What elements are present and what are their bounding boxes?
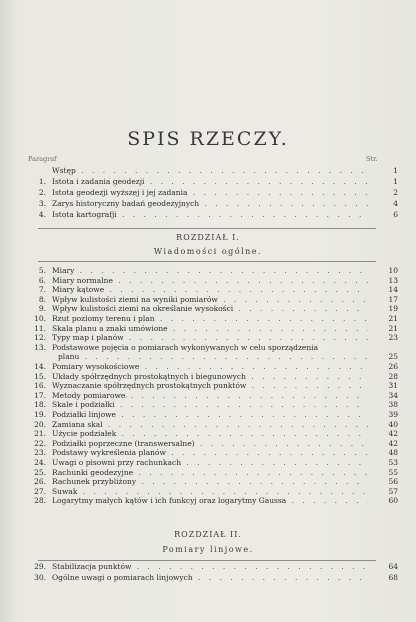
toc-entry bbox=[0, 188, 416, 198]
entry-number: 29. bbox=[34, 562, 46, 571]
entry-page-number: 48 bbox=[388, 448, 398, 458]
entry-title: Logarytmy małych kątów i ich funkcyj oraz logarytmy Gaussa . . . bbox=[52, 496, 368, 506]
entry-title: Podziałki linjowe . . . bbox=[52, 410, 368, 420]
entry-title: Wstęp . . . bbox=[52, 166, 368, 176]
entry-title: Stabilizacja punktów . . . bbox=[52, 562, 368, 572]
entry-title: Układy spółrzędnych prostokątnych i biegunowych . . . bbox=[52, 372, 368, 382]
entry-title: Rzut poziomy terenu i plan . . . bbox=[52, 314, 368, 324]
entry-number: 20. bbox=[34, 419, 46, 429]
entry-page-number: 31 bbox=[388, 381, 398, 391]
entry-title: Wpływ kulistości ziemi na określanie wysokości . . . bbox=[52, 304, 368, 314]
divider-rule bbox=[38, 261, 376, 262]
toc-entry bbox=[0, 372, 416, 382]
toc-entry bbox=[0, 400, 416, 410]
entry-number: 16. bbox=[34, 381, 46, 391]
entry-number: 21. bbox=[34, 429, 46, 439]
entry-page-number: 21 bbox=[388, 323, 398, 333]
toc-entry bbox=[0, 391, 416, 401]
entry-page-number: 39 bbox=[388, 410, 398, 419]
entry-page-number: 68 bbox=[388, 573, 398, 582]
entry-page-number: 23 bbox=[388, 333, 398, 343]
divider-rule bbox=[38, 228, 376, 229]
toc-entry bbox=[0, 420, 416, 430]
entry-page-number: 38 bbox=[388, 400, 398, 410]
entry-title: Zarys historyczny badań geodezyjnych . . . bbox=[52, 199, 368, 209]
entry-page-number: 40 bbox=[388, 419, 398, 429]
entry-number: 25. bbox=[34, 467, 46, 477]
entry-title: Istota geodezji wyższej i jej zadania . . . bbox=[52, 188, 368, 198]
toc-entry bbox=[0, 276, 416, 286]
entry-title: Miary kątowe . . . bbox=[52, 285, 368, 295]
entry-page-number: 10 bbox=[388, 266, 398, 275]
toc-entry bbox=[0, 285, 416, 295]
toc-entry bbox=[0, 562, 416, 572]
entry-title: Ogólne uwagi o pomiarach linjowych . . . bbox=[52, 573, 368, 583]
entry-page-number: 42 bbox=[388, 438, 398, 448]
toc-entry bbox=[0, 410, 416, 420]
entry-page-number: 34 bbox=[388, 390, 398, 400]
entry-page-number: 64 bbox=[388, 562, 398, 571]
entry-number: 9. bbox=[38, 304, 46, 314]
toc-entry bbox=[0, 458, 416, 468]
entry-number: 27. bbox=[34, 486, 46, 496]
entry-page-number: 55 bbox=[388, 467, 398, 477]
toc-entry bbox=[0, 487, 416, 497]
entry-title: Wyznaczanie spółrzędnych prostokątnych punktów . . . bbox=[52, 381, 368, 391]
entry-title: Skale i podziałki . . . bbox=[52, 400, 368, 410]
entry-page-number: 2 bbox=[393, 188, 398, 197]
toc-entry bbox=[0, 266, 416, 276]
entry-title: Pomiary wysokościowe . . . bbox=[52, 362, 368, 372]
toc-entry bbox=[0, 314, 416, 324]
entry-page-number: 1 bbox=[393, 177, 398, 186]
entry-title: planu . . . bbox=[58, 352, 374, 362]
divider-rule bbox=[38, 560, 376, 561]
entry-page-number: 53 bbox=[388, 458, 398, 467]
entry-number: 10. bbox=[34, 314, 46, 323]
entry-title: Wpływ kulistości ziemi na wyniki pomiarów . . . bbox=[52, 295, 368, 305]
toc-entry bbox=[0, 333, 416, 343]
entry-number: 28. bbox=[34, 496, 46, 506]
entry-page-number: 1 bbox=[393, 166, 398, 175]
page-title: SPIS RZECZY. bbox=[127, 128, 289, 150]
entry-number: 12. bbox=[34, 333, 46, 343]
entry-title: Skala planu a znaki umówione . . . bbox=[52, 324, 368, 334]
entry-number: 26. bbox=[34, 477, 46, 487]
entry-page-number: 56 bbox=[388, 477, 398, 487]
toc-entry bbox=[0, 429, 416, 439]
chapter-2-title: ROZDZIAŁ II. bbox=[174, 530, 242, 539]
entry-number: 5. bbox=[38, 266, 46, 275]
entry-title: Miary . . . bbox=[52, 266, 368, 276]
entry-page-number: 57 bbox=[388, 486, 398, 496]
toc-entry bbox=[0, 468, 416, 478]
entry-title: Podziałki poprzeczne (transwersalne) . . . bbox=[52, 439, 368, 449]
entry-number: 18. bbox=[34, 400, 46, 410]
entry-page-number: 4 bbox=[393, 199, 398, 208]
chapter-1-title: ROZDZIAŁ I. bbox=[176, 233, 240, 242]
entry-title: Zamiana skal . . . bbox=[52, 420, 368, 430]
entry-number: 2. bbox=[38, 188, 46, 197]
toc-entry bbox=[0, 199, 416, 209]
chapter-1-subtitle: Wiadomości ogólne. bbox=[153, 247, 263, 256]
toc-entry bbox=[0, 210, 416, 220]
chapter-2-subtitle: Pomiary linjowe. bbox=[162, 545, 254, 554]
toc-entry bbox=[0, 381, 416, 391]
entry-page-number: 6 bbox=[393, 210, 398, 219]
toc-entry bbox=[0, 166, 416, 176]
toc-entry bbox=[0, 573, 416, 583]
entry-number: 1. bbox=[38, 177, 46, 186]
entry-page-number: 26 bbox=[388, 362, 398, 371]
entry-number: 23. bbox=[34, 448, 46, 458]
entry-number: 24. bbox=[34, 458, 46, 467]
paragraph-column-header: Paragraf bbox=[28, 155, 57, 163]
toc-entry bbox=[0, 496, 416, 506]
entry-number: 8. bbox=[38, 294, 46, 304]
entry-number: 3. bbox=[38, 199, 46, 208]
entry-title: Suwak . . . bbox=[52, 487, 368, 497]
entry-number: 15. bbox=[34, 371, 46, 381]
entry-page-number: 21 bbox=[388, 314, 398, 323]
entry-title: Rachunek przybliżony . . . bbox=[52, 477, 368, 487]
entry-page-number: 19 bbox=[388, 304, 398, 314]
entry-title: Użycie podziałek . . . bbox=[52, 429, 368, 439]
entry-title: Istota i zadania geodezji . . . bbox=[52, 177, 368, 187]
entry-number: 4. bbox=[38, 210, 46, 219]
toc-entry bbox=[0, 362, 416, 372]
entry-number: 19. bbox=[34, 410, 46, 419]
entry-number: 14. bbox=[34, 362, 46, 371]
entry-number: 6. bbox=[38, 275, 46, 285]
toc-entry bbox=[0, 477, 416, 487]
entry-number: 7. bbox=[38, 285, 46, 295]
toc-entry bbox=[0, 352, 416, 362]
entry-page-number: 42 bbox=[388, 429, 398, 439]
toc-entry bbox=[0, 448, 416, 458]
entry-page-number: 13 bbox=[388, 275, 398, 285]
entry-page-number: 28 bbox=[388, 371, 398, 381]
entry-number: 30. bbox=[34, 573, 46, 582]
entry-title: Typy map i planów . . . bbox=[52, 333, 368, 343]
entry-title: Istota kartografji . . . bbox=[52, 210, 368, 220]
toc-entry bbox=[0, 295, 416, 305]
entry-page-number: 25 bbox=[388, 352, 398, 362]
entry-page-number: 17 bbox=[388, 294, 398, 304]
entry-number: 22. bbox=[34, 438, 46, 448]
entry-page-number: 60 bbox=[388, 496, 398, 506]
entry-number: 13. bbox=[34, 342, 46, 352]
entry-title: Uwagi o pisowni przy rachunkach . . . bbox=[52, 458, 368, 468]
entry-number: 17. bbox=[34, 390, 46, 400]
entry-title: Rachunki geodezyjne . . . bbox=[52, 468, 368, 478]
entry-title: Metody pomiarowe . . . bbox=[52, 391, 368, 401]
toc-entry bbox=[0, 439, 416, 449]
entry-number: 11. bbox=[34, 323, 46, 333]
entry-title: Podstawy wykreślenia planów . . . bbox=[52, 448, 368, 458]
entry-title: Podstawowe pojęcia o pomiarach wykonywanych w celu sporządzenia bbox=[52, 342, 319, 352]
entry-title: Miary normalne . . . bbox=[52, 276, 368, 286]
toc-entry bbox=[0, 343, 416, 353]
toc-entry bbox=[0, 177, 416, 187]
toc-entry bbox=[0, 324, 416, 334]
toc-entry bbox=[0, 304, 416, 314]
entry-page-number: 14 bbox=[388, 285, 398, 295]
page-column-header: Str. bbox=[366, 155, 378, 163]
